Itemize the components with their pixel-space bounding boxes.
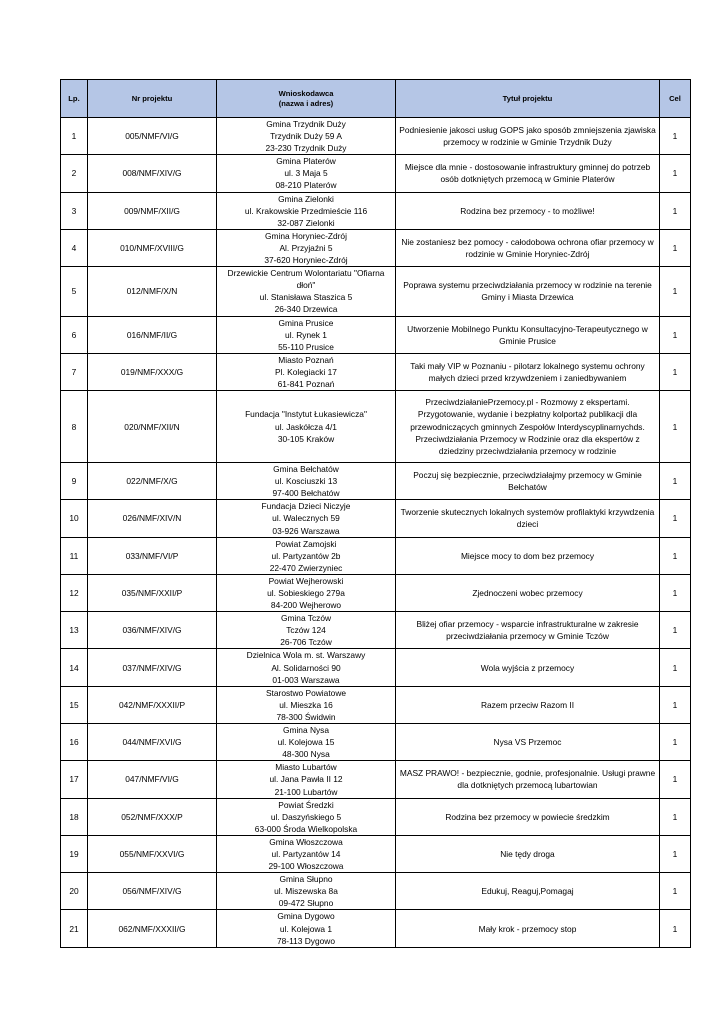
cell-applicant: Gmina Dygowo ul. Kolejowa 1 78-113 Dygowo	[217, 910, 396, 947]
cell-lp: 17	[61, 761, 88, 798]
cell-lp: 1	[61, 118, 88, 155]
cell-applicant: Gmina Słupno ul. Miszewska 8a 09-472 Słupno	[217, 873, 396, 910]
cell-applicant: Gmina Platerów ul. 3 Maja 5 08-210 Platerów	[217, 155, 396, 192]
cell-project-number: 052/NMF/XXX/P	[88, 798, 217, 835]
cell-lp: 12	[61, 574, 88, 611]
cell-goal: 1	[660, 798, 691, 835]
table-row	[61, 229, 691, 266]
table-row	[61, 574, 691, 611]
cell-project-title: Wola wyjścia z przemocy	[396, 649, 660, 686]
cell-applicant: Powiat Wejherowski ul. Sobieskiego 279a 84-200 Wejherowo	[217, 574, 396, 611]
cell-applicant: Gmina Zielonki ul. Krakowskie Przedmieście 116 32-087 Zielonki	[217, 192, 396, 229]
table-row	[61, 463, 691, 500]
cell-project-number: 020/NMF/XII/N	[88, 391, 217, 463]
cell-project-title: Edukuj, Reaguj,Pomagaj	[396, 873, 660, 910]
cell-goal: 1	[660, 873, 691, 910]
table-row	[61, 612, 691, 649]
table-row	[61, 761, 691, 798]
table-row	[61, 686, 691, 723]
cell-applicant: Gmina Bełchatów ul. Kosciuszki 13 97-400 Bełchatów	[217, 463, 396, 500]
cell-applicant: Drzewickie Centrum Wolontariatu "Ofiarna dłoń" ul. Stanisława Staszica 5 26-340 Drzewica	[217, 267, 396, 316]
cell-lp: 20	[61, 873, 88, 910]
cell-lp: 10	[61, 500, 88, 537]
cell-lp: 21	[61, 910, 88, 947]
cell-project-number: 037/NMF/XIV/G	[88, 649, 217, 686]
projects-table	[60, 79, 691, 948]
cell-applicant: Gmina Horyniec-Zdrój Al. Przyjaźni 5 37-620 Horyniec-Zdrój	[217, 229, 396, 266]
header-goal: Cel	[660, 80, 691, 118]
cell-project-number: 033/NMF/VI/P	[88, 537, 217, 574]
cell-project-title: Miejsce mocy to dom bez przemocy	[396, 537, 660, 574]
cell-project-title: Podniesienie jakosci usług GOPS jako sposób zmniejszenia zjawiska przemocy w rodzinie w Gminie Trzydnik Duży	[396, 118, 660, 155]
cell-project-title: Taki mały VIP w Poznaniu - pilotarz lokalnego systemu ochrony małych dzieci przed krzywdzeniem i zaniedbywaniem	[396, 353, 660, 390]
cell-project-number: 055/NMF/XXVI/G	[88, 835, 217, 872]
cell-goal: 1	[660, 229, 691, 266]
cell-project-number: 044/NMF/XVI/G	[88, 724, 217, 761]
table-row	[61, 316, 691, 353]
table-row	[61, 155, 691, 192]
cell-lp: 3	[61, 192, 88, 229]
cell-project-number: 019/NMF/XXX/G	[88, 353, 217, 390]
cell-project-number: 016/NMF/II/G	[88, 316, 217, 353]
header-project-number: Nr projektu	[88, 80, 217, 118]
cell-project-title: Razem przeciw Razom II	[396, 686, 660, 723]
cell-project-title: Miejsce dla mnie - dostosowanie infrastruktury gminnej do potrzeb osób dotkniętych przemocą w Gminie Platerów	[396, 155, 660, 192]
cell-goal: 1	[660, 353, 691, 390]
cell-project-title: Utworzenie Mobilnego Punktu Konsultacyjno-Terapeutycznego w Gminie Prusice	[396, 316, 660, 353]
table-row	[61, 798, 691, 835]
cell-goal: 1	[660, 463, 691, 500]
cell-applicant: Gmina Nysa ul. Kolejowa 15 48-300 Nysa	[217, 724, 396, 761]
header-applicant: Wnioskodawca (nazwa i adres)	[217, 80, 396, 118]
cell-lp: 6	[61, 316, 88, 353]
table-row	[61, 267, 691, 316]
cell-goal: 1	[660, 686, 691, 723]
cell-applicant: Gmina Tczów Tczów 124 26-706 Tczów	[217, 612, 396, 649]
table-header-row	[61, 80, 691, 118]
cell-goal: 1	[660, 316, 691, 353]
table-row	[61, 500, 691, 537]
cell-lp: 18	[61, 798, 88, 835]
cell-goal: 1	[660, 391, 691, 463]
header-lp: Lp.	[61, 80, 88, 118]
cell-project-number: 005/NMF/VI/G	[88, 118, 217, 155]
cell-applicant: Powiat Średzki ul. Daszyńskiego 5 63-000 Środa Wielkopolska	[217, 798, 396, 835]
cell-goal: 1	[660, 724, 691, 761]
cell-goal: 1	[660, 155, 691, 192]
cell-project-number: 042/NMF/XXXII/P	[88, 686, 217, 723]
cell-goal: 1	[660, 835, 691, 872]
table-row	[61, 537, 691, 574]
cell-goal: 1	[660, 192, 691, 229]
cell-lp: 7	[61, 353, 88, 390]
cell-lp: 13	[61, 612, 88, 649]
table-row	[61, 391, 691, 463]
cell-applicant: Gmina Włoszczowa ul. Partyzantów 14 29-100 Włoszczowa	[217, 835, 396, 872]
cell-applicant: Miasto Lubartów ul. Jana Pawła II 12 21-100 Lubartów	[217, 761, 396, 798]
cell-project-title: Poczuj się bezpiecznie, przeciwdziałajmy przemocy w Gminie Bełchatów	[396, 463, 660, 500]
cell-goal: 1	[660, 574, 691, 611]
cell-project-title: Tworzenie skutecznych lokalnych systemów profilaktyki krzywdzenia dzieci	[396, 500, 660, 537]
cell-lp: 9	[61, 463, 88, 500]
cell-project-title: Rodzina bez przemocy w powiecie średzkim	[396, 798, 660, 835]
cell-goal: 1	[660, 500, 691, 537]
cell-project-number: 010/NMF/XVIII/G	[88, 229, 217, 266]
table-row	[61, 724, 691, 761]
cell-lp: 5	[61, 267, 88, 316]
cell-goal: 1	[660, 537, 691, 574]
cell-lp: 2	[61, 155, 88, 192]
cell-project-number: 008/NMF/XIV/G	[88, 155, 217, 192]
table-row	[61, 118, 691, 155]
cell-project-number: 036/NMF/XIV/G	[88, 612, 217, 649]
cell-lp: 16	[61, 724, 88, 761]
cell-project-number: 009/NMF/XII/G	[88, 192, 217, 229]
cell-project-title: Zjednoczeni wobec przemocy	[396, 574, 660, 611]
cell-lp: 8	[61, 391, 88, 463]
cell-project-number: 047/NMF/VI/G	[88, 761, 217, 798]
cell-project-title: Nie zostaniesz bez pomocy - całodobowa ochrona ofiar przemocy w rodzinie w Gminie Horyniec-Zdrój	[396, 229, 660, 266]
cell-project-title: PrzeciwdziałaniePrzemocy.pl - Rozmowy z ekspertami. Przygotowanie, wydanie i bezpłatny kolportaż publikacji dla przewodniczących gminnych Zespołów Interdyscyplinarnychds. Przeciwdziałania Przemocy w Rodzinie oraz dla ekspertów z dziedziny przeciwdziałania przemocy w rodzinie	[396, 391, 660, 463]
cell-goal: 1	[660, 612, 691, 649]
cell-lp: 14	[61, 649, 88, 686]
cell-goal: 1	[660, 267, 691, 316]
table-row	[61, 835, 691, 872]
cell-project-number: 026/NMF/XIV/N	[88, 500, 217, 537]
cell-project-title: Rodzina bez przemocy - to możliwe!	[396, 192, 660, 229]
cell-project-number: 012/NMF/X/N	[88, 267, 217, 316]
cell-lp: 4	[61, 229, 88, 266]
cell-lp: 19	[61, 835, 88, 872]
cell-goal: 1	[660, 761, 691, 798]
cell-project-number: 062/NMF/XXXII/G	[88, 910, 217, 947]
cell-project-number: 056/NMF/XIV/G	[88, 873, 217, 910]
table-row	[61, 873, 691, 910]
cell-applicant: Fundacja "Instytut Łukasiewicza" ul. Jaskółcza 4/1 30-105 Kraków	[217, 391, 396, 463]
cell-applicant: Starostwo Powiatowe ul. Mieszka 16 78-300 Świdwin	[217, 686, 396, 723]
table-row	[61, 649, 691, 686]
cell-goal: 1	[660, 649, 691, 686]
cell-goal: 1	[660, 118, 691, 155]
cell-project-title: Bliżej ofiar przemocy - wsparcie infrastrukturalne w zakresie przeciwdziałania przemocy w Gminie Tczów	[396, 612, 660, 649]
cell-project-number: 022/NMF/X/G	[88, 463, 217, 500]
cell-project-title: Nysa VS Przemoc	[396, 724, 660, 761]
cell-applicant: Powiat Zamojski ul. Partyzantów 2b 22-470 Zwierzyniec	[217, 537, 396, 574]
cell-applicant: Dzielnica Wola m. st. Warszawy Al. Solidarności 90 01-003 Warszawa	[217, 649, 396, 686]
table-row	[61, 192, 691, 229]
cell-applicant: Fundacja Dzieci Niczyje ul. Walecznych 59 03-926 Warszawa	[217, 500, 396, 537]
cell-project-title: MASZ PRAWO! - bezpiecznie, godnie, profesjonalnie. Usługi prawne dla dotkniętych przemocą lubartowian	[396, 761, 660, 798]
table-row	[61, 910, 691, 947]
cell-applicant: Gmina Prusice ul. Rynek 1 55-110 Prusice	[217, 316, 396, 353]
table-row	[61, 353, 691, 390]
cell-applicant: Miasto Poznań Pl. Kolegiacki 17 61-841 Poznań	[217, 353, 396, 390]
cell-project-title: Mały krok - przemocy stop	[396, 910, 660, 947]
cell-project-title: Poprawa systemu przeciwdziałania przemocy w rodzinie na terenie Gminy i Miasta Drzewica	[396, 267, 660, 316]
cell-applicant: Gmina Trzydnik Duży Trzydnik Duży 59 A 23-230 Trzydnik Duży	[217, 118, 396, 155]
cell-goal: 1	[660, 910, 691, 947]
cell-lp: 15	[61, 686, 88, 723]
table-body	[61, 118, 691, 948]
cell-project-number: 035/NMF/XXII/P	[88, 574, 217, 611]
cell-project-title: Nie tędy droga	[396, 835, 660, 872]
cell-lp: 11	[61, 537, 88, 574]
header-project-title: Tytuł projektu	[396, 80, 660, 118]
